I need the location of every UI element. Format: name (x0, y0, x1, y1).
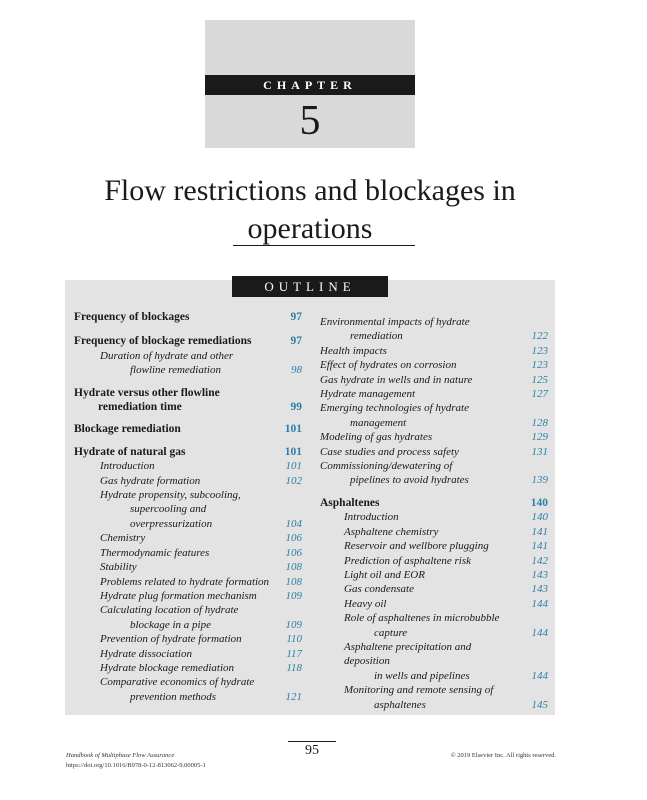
toc-right-column (320, 315, 548, 712)
toc-entry-text: Comparative economics of hydrate prevention methods (100, 676, 255, 703)
toc-entry-page: 129 (531, 431, 548, 444)
toc-entry-text: Introduction (100, 460, 155, 473)
toc-entry-text: Health impacts (320, 344, 387, 357)
toc-entry-page: 145 (531, 698, 548, 711)
toc-entry[interactable] (74, 675, 302, 704)
toc-entry[interactable] (320, 554, 548, 568)
toc-entry-text: Hydrate dissociation (100, 647, 192, 660)
toc-entry[interactable] (74, 488, 302, 531)
toc-entry-page: 142 (531, 554, 548, 567)
toc-entry-text: Stability (100, 561, 137, 574)
toc-entry-text: Monitoring and remote sensing of asphaltenes (344, 684, 494, 711)
chapter-number: 5 (299, 98, 321, 144)
toc-entry-page: 98 (291, 364, 302, 377)
toc-entry-text: Hydrate blockage remediation (100, 661, 234, 674)
toc-entry-page: 127 (531, 388, 548, 401)
toc-entry[interactable] (320, 582, 548, 596)
toc-entry-text: Prevention of hydrate formation (100, 633, 242, 646)
page-number: 95 (305, 743, 319, 758)
toc-entry-text: Asphaltene chemistry (344, 525, 439, 538)
toc-entry-text: Asphaltenes (320, 496, 380, 509)
toc-entry[interactable] (320, 373, 548, 387)
toc-entry-text: Emerging technologies of hydrate management (320, 402, 469, 429)
toc-entry-page: 102 (285, 474, 302, 487)
toc-entry-text: Hydrate versus other flowline remediation time (74, 386, 220, 414)
toc-entry[interactable] (74, 422, 302, 436)
toc-entry-page: 144 (531, 626, 548, 639)
toc-entry-text: Hydrate plug formation mechanism (100, 589, 257, 602)
footer-doi-link[interactable]: https://doi.org/10.1016/B978-0-12-813062-9.00005-1 (66, 762, 206, 769)
toc-entry-page: 97 (290, 311, 302, 323)
toc-entry-page: 101 (284, 423, 302, 436)
toc-entry-page: 106 (285, 546, 302, 559)
toc-entry-page: 128 (531, 416, 548, 429)
toc-entry-page: 108 (285, 561, 302, 574)
toc-entry-text: Heavy oil (344, 597, 387, 610)
toc-entry-text: Duration of hydrate and other flowline remediation (100, 349, 234, 377)
toc-entry-text: Frequency of blockage remediations (74, 335, 252, 348)
footer-book-title: Handbook of Multiphase Flow Assurance (66, 752, 175, 759)
toc-entry-page: 122 (531, 330, 548, 343)
toc-entry-page: 108 (285, 575, 302, 588)
toc-entry-text: Modeling of gas hydrates (320, 431, 433, 444)
toc-entry-page: 131 (531, 445, 548, 458)
toc-entry-text: Hydrate of natural gas (74, 445, 186, 458)
toc-entry[interactable] (320, 640, 548, 683)
toc-entry-text: Effect of hydrates on corrosion (320, 359, 457, 372)
toc-entry-page: 144 (531, 597, 548, 610)
toc-entry-page: 123 (531, 359, 548, 372)
toc-entry[interactable] (320, 525, 548, 539)
toc-entry-page: 125 (531, 373, 548, 386)
toc-entry-page: 101 (284, 445, 302, 458)
toc-entry-page: 97 (290, 335, 302, 348)
toc-entry-text: Light oil and EOR (344, 568, 425, 581)
toc-entry[interactable] (320, 597, 548, 611)
toc-entry[interactable] (320, 401, 548, 430)
toc-entry-page: 109 (285, 589, 302, 602)
toc-entry[interactable] (320, 445, 548, 459)
toc-entry-page: 101 (285, 460, 302, 473)
toc-entry[interactable] (74, 575, 302, 589)
toc-entry-page: 104 (285, 517, 302, 530)
toc-entry-page: 123 (531, 344, 548, 357)
page-number-rule (288, 741, 336, 742)
toc-entry-page: 141 (531, 525, 548, 538)
footer-copyright: © 2019 Elsevier Inc. All rights reserved. (450, 752, 556, 759)
toc-entry-text: Commissioning/dewatering of pipelines to avoid hydrates (320, 460, 469, 487)
toc-entry-page: 143 (531, 568, 548, 581)
toc-entry[interactable] (74, 546, 302, 560)
toc-entry[interactable] (74, 589, 302, 603)
toc-entry-page: 121 (285, 690, 302, 703)
toc-entry-text: Case studies and process safety (320, 445, 459, 458)
toc-entry[interactable] (74, 474, 302, 488)
toc-entry-text: Role of asphaltenes in microbubble capture (344, 612, 500, 639)
toc-entry-page: 99 (290, 401, 302, 414)
toc-entry-page: 110 (286, 633, 302, 646)
toc-entry-text: Hydrate management (320, 388, 416, 401)
toc-entry[interactable] (74, 632, 302, 646)
toc-entry-text: Chemistry (100, 532, 146, 545)
toc-entry-page: 117 (286, 647, 302, 660)
toc-entry-text: Gas hydrate formation (100, 474, 201, 487)
toc-entry[interactable] (74, 531, 302, 545)
toc-entry[interactable] (74, 459, 302, 473)
toc-entry-page: 141 (531, 540, 548, 553)
toc-entry[interactable] (74, 310, 302, 324)
toc-entry[interactable] (320, 539, 548, 553)
toc-entry[interactable] (74, 349, 302, 378)
toc-entry-page: 143 (531, 583, 548, 596)
toc-entry-page: 140 (531, 511, 548, 524)
toc-entry[interactable] (320, 344, 548, 358)
toc-entry-page: 106 (285, 532, 302, 545)
toc-entry[interactable] (320, 358, 548, 372)
chapter-label: CHAPTER (205, 75, 415, 95)
toc-entry-page: 139 (531, 474, 548, 487)
outline-label: OUTLINE (232, 276, 388, 297)
toc-entry-page: 144 (531, 669, 548, 682)
toc-entry[interactable] (320, 315, 548, 344)
toc-entry-text: Blockage remediation (74, 423, 181, 436)
toc-entry-text: Problems related to hydrate formation (100, 575, 270, 588)
toc-entry[interactable] (320, 568, 548, 582)
toc-entry-text: Thermodynamic features (100, 546, 210, 559)
toc-entry-text: Calculating location of hydrate blockage in a pipe (100, 604, 239, 631)
toc-entry-text: Gas hydrate in wells and in nature (320, 373, 473, 386)
toc-entry-page: 118 (286, 661, 302, 674)
toc-entry[interactable] (320, 510, 548, 524)
toc-entry-text: Environmental impacts of hydrate remediation (320, 316, 470, 343)
title-rule (233, 245, 415, 246)
footer-citation (66, 751, 206, 771)
toc-entry[interactable] (320, 430, 548, 444)
toc-entry[interactable] (74, 445, 302, 459)
toc-entry[interactable] (74, 647, 302, 661)
toc-entry-text: Gas condensate (344, 583, 414, 596)
toc-entry-text: Prediction of asphaltene risk (344, 554, 471, 567)
toc-entry[interactable] (74, 661, 302, 675)
toc-entry-page: 109 (285, 618, 302, 631)
toc-entry-text: Reservoir and wellbore plugging (344, 540, 489, 553)
toc-entry-page: 140 (530, 496, 548, 509)
toc-entry[interactable] (320, 683, 548, 712)
toc-entry[interactable] (74, 603, 302, 632)
chapter-title: Flow restrictions and blockages in operations (104, 174, 516, 245)
toc-entry[interactable] (320, 387, 548, 401)
toc-entry-text: Hydrate propensity, subcooling, supercooling and overpressurization (100, 489, 241, 530)
toc-entry[interactable] (320, 459, 548, 488)
toc-entry[interactable] (74, 386, 302, 415)
toc-entry[interactable] (74, 560, 302, 574)
toc-entry-text: Asphaltene precipitation and deposition in wells and pipelines (344, 640, 472, 682)
toc-entry[interactable] (320, 496, 548, 510)
chapter-block (205, 20, 415, 148)
toc-entry[interactable] (320, 611, 548, 640)
toc-entry[interactable] (74, 334, 302, 348)
toc-entry-text: Frequency of blockages (74, 311, 190, 323)
toc-left-column (74, 310, 302, 704)
toc-entry-text: Introduction (344, 511, 399, 524)
